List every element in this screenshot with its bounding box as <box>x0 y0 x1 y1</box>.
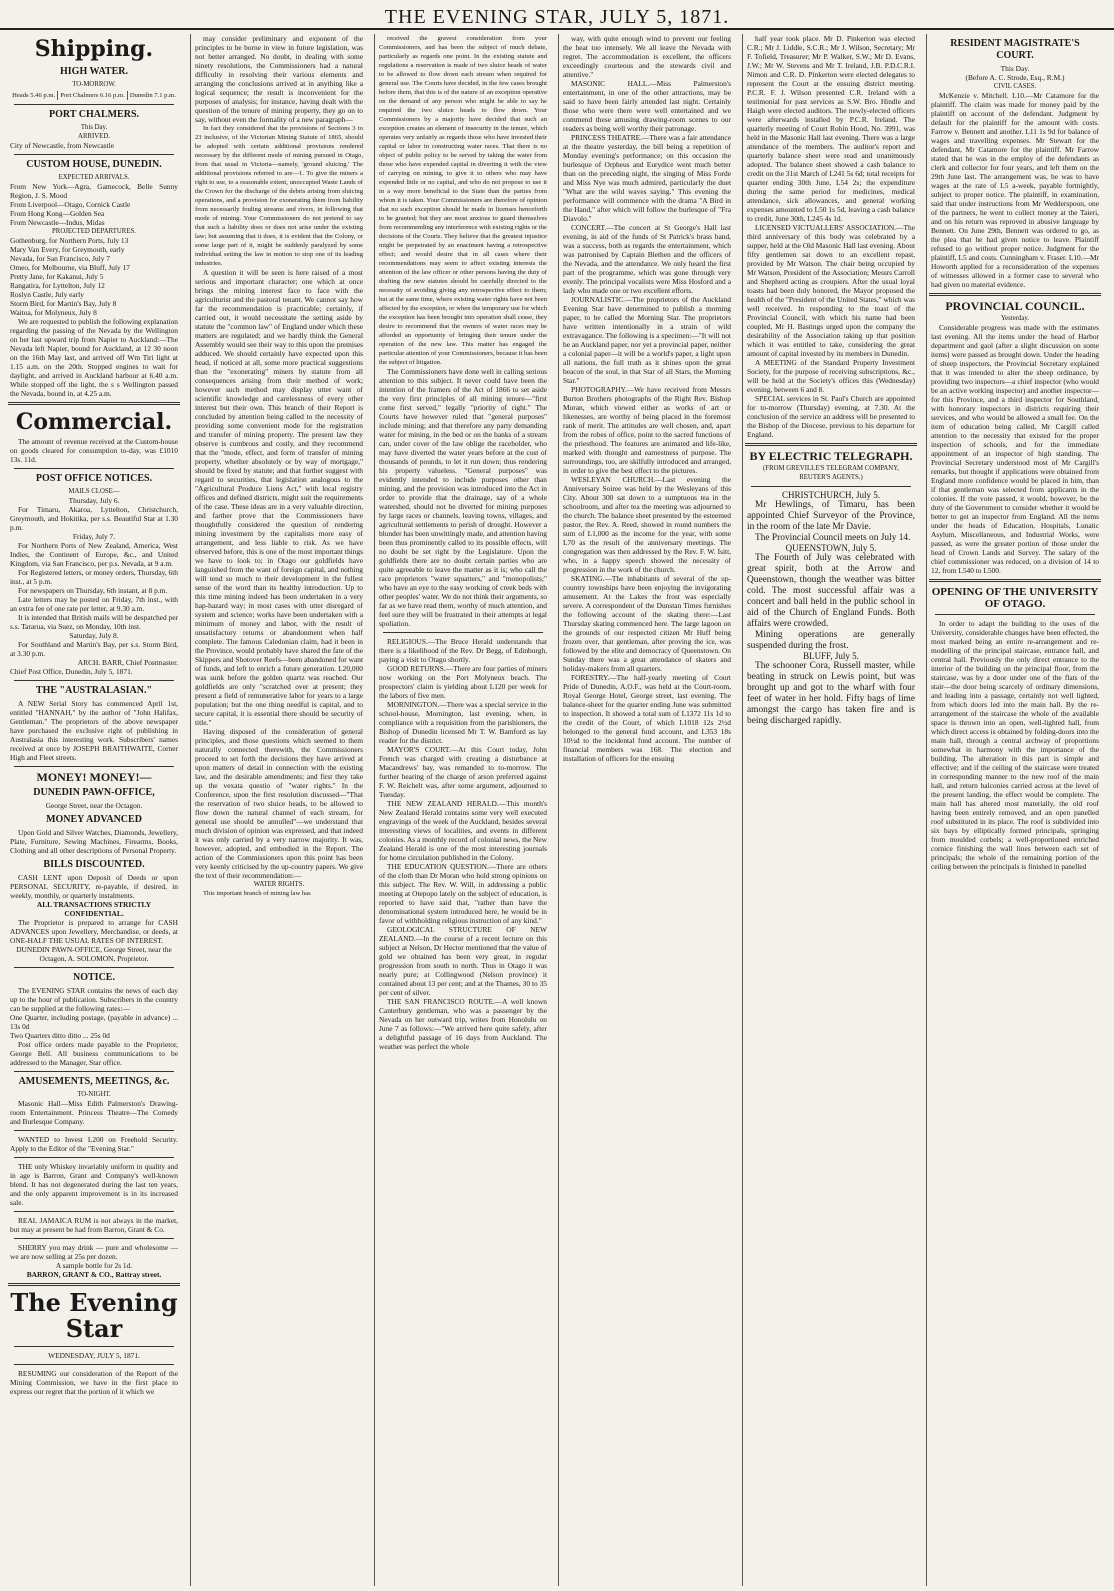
photography-item: PHOTOGRAPHY.—We have received from Messrs Burton Brothers photographs of the Right Rev. Bishop Moran, which viewed either as works of art or likenesses, are worthy of being placed in the foremost rank of merit. The attitudes are well chosen, and, apart from the robes of office, point to the sacred functions of the priesthood. The features are animated and life-like, marked with thought and earnestness of purpose. The surroundings, too, are skilfully introduced and arranged, in order to give the best effect to the pictures. <box>563 385 731 475</box>
proprietor-text: The Proprietor is prepared to arrange for CASH ADVANCES upon Jewellery, Merchandise, or deeds, at ONE-HALF THE USUAL RATES OF INTEREST. <box>10 918 178 945</box>
divider <box>8 402 180 405</box>
list-item: Pretty Jane, for Kakanui, July 5 <box>10 272 104 281</box>
water-rights-heading: WATER RIGHTS. <box>253 881 305 888</box>
column-1 <box>6 34 182 1586</box>
princess-theatre-item: PRINCESS THEATRE.—There was a fair attendance at the theatre yesterday, the bill being a repetition of Monday evening's performance; on this occasion the burlesque of Orpheus and Eurydice went much better than on the preceding night, the singing of Miss Forde and Miss Nye was much admired, particularly the duet "What are the wild waves saying." This evening the performance will commence with the drama "A Bird in the Hand," after which will follow the burlesque of "Fra Diavolo." <box>563 133 731 223</box>
queenstown-text: The Fourth of July was celebrated with great spirit, both at the Arrow and Queenstown, though the weather was bitter cold. The most successful affair was a concert and ball held in the public school in aid of the Church of England Funds. Both affairs were crowded. <box>747 553 915 629</box>
leader-quote: In fact they considered that the provisions of Sections 3 to 23 inclusive, of the Victorian Mining Statute of 1865, should be adopted with certain additional provisions rendered necessary by the different mode of mining pursued in Otago, from that usual in Victoria—namely, 'ground sluicing.' The additional provisions referred to are—1. To give the miners a right to use, to a reasonable extent, unoccupied Waste Lands of the Crown for the discharge of the debris arising from sluicing operations, and a provision for exonerating them from liability from necessarily fouling streams and rivers, in following that mode of mining. Your Commissioners do not pretend to say that such a liability does or does not arise under the existing law; but assuming that it does, it is evident that the Colony, or some large part of it, might be suddenly paralyzed by some individual setting the law in motion to stop one of its leading industries. <box>195 125 363 267</box>
provincial-council-text: Considerable progress was made with the estimates last evening. All the items under the head of Harbor department and gaol (after a slight discussion on some items) were passed as brought down. Under the heading of sheep inspectors, the Provincial Secretary explained that it was intended to alter the sheep ordinance, by providing two inspectors—a chief inspector (who would be an active working inspector) and another inspector—for this Province, and a third inspector for Southland, with honorary inspectors in districts requiring their services, and who would be allowed a small fee. On the item of education being called, Mr Cargill called attention to the necessity that existed for the proper inspection of schools, and for the immediate appointment of an inspector of high standing. The Provincial Secretary understood most of Mr Cargill's remarks, but thought if applications were obtained from England more confidence would be placed in him, than if that gentleman was selected from applicants in the colonies. If the vote passed, it would, however, be the duty of the Government to consider whether it would be better to get an inspector from England. All the items under the heads of Education, Hospitals, Lunatic Asylum, Miscellaneous, and Industrial Works, were passed, as were the greater portion of those under the head of Crown Lands and Survey. The salary of the chief commissioner was reduced, on a division of 14 to 12, from L540 to L500. <box>931 323 1099 575</box>
divider <box>14 1238 174 1239</box>
whisky-ad: THE only Whiskey invariably uniform in quality and in age is Barron, Grant and Company's well-known blend. It has not degenerated during the last ten years, and the only apparent improvement is in its increased sale. <box>10 1162 178 1207</box>
columns <box>6 34 1108 1586</box>
pawn-text: Upon Gold and Silver Watches, Diamonds, Jewellery, Plate, Furniture, Sewing Machines, Firearms, Books, Clothing and all other descriptions of Personal Property. <box>10 828 178 855</box>
mails-close: MAILS CLOSE— <box>68 488 120 495</box>
expected-list <box>6 182 182 227</box>
leader-start: RESUMING our consideration of the Report of the Mining Commission, we have in the first place to express our regret that the portion of it which we <box>10 1369 178 1396</box>
good-returns-item: GOOD RETURNS.—There are four parties of miners now working on the Port Molyneux beach. The prospectors' claim is yielding about L120 per week for the labors of five men. <box>379 664 547 700</box>
column-3 <box>374 34 551 1586</box>
concert-item: CONCERT.—The concert at St George's Hall last evening, in aid of the funds of St Patrick's brass band, was a success, both as regards the entertainment, which was patronised by Captain Blethen and the officers of the Nevada, and the attendance. We only heard the first part of the programme, which was gone through very evenly. The principal vocalists were Miss Hosford and a lady who made one or two excellent efforts. <box>563 223 731 295</box>
queenstown-text-2: Mining operations are generally suspended during the frost. <box>747 630 915 651</box>
arrived-text: City of Newcastle, from Newcastle <box>10 141 115 150</box>
divider <box>14 967 174 968</box>
telegraph-heading: BY ELECTRIC TELEGRAPH. <box>749 449 913 463</box>
divider <box>14 1346 174 1347</box>
divider <box>929 579 1101 582</box>
provincial-council-heading: PROVINCIAL COUNCIL. <box>945 299 1085 313</box>
university-text: In order to adapt the building to the uses of the University, considerable changes have been effected, the most marked being an entire re-arrangement and re-modelling of the principal staircase, entrance hall, and central hall. Previously the only direct entrance to the interior of the building on the principal floor, from the staircase, was by a door under one of the flats of the stair—the door being scarcely of ordinary dimensions, and leading into a passage, certainly not well lighted, from which doors led into the main hall. By the re-arrangement of the staircase the whole of the available space is thrown into an open, well-lighted hall, from which direct access is obtained by folding-doors into the main hall, through a central archway of proportions somewhat in harmony with the importance of the building. The alteration in this part is simple and effective; and if the ceiling of the staircase were treated in corresponding manner to the new roof of the main hall, and return balconies carried across at the level of the present landing, the effect would be complete. The main hall has altered most materially, the old roof having been entirely removed, and an open panelled roof substituted in its place. The roof is subdivided into six bays by elliptically formed principals, springing from moulded corbels; a well-proportioned enriched cornice finishing the wall lines between each set of principals; the whole of the remaining portion of the ceiling between the principals is finished in panelled <box>931 619 1099 871</box>
commission-text: The Commissioners have done well in calling serious attention to this subject. It never could have been the intention of the framers of the Act of 1866 to set aside the very first principles of all mining tenure—"first come first served," legally "priority of right." The Courts have however ruled that "general purposes" include mining; and that therefore any party demanding water for mining, in the bed or on the banks of a stream can, under cover of the law oblige the raceholder, who may have diverted the water years before at the cost of thousands of pounds, to let it run down; thus rendering his property valueless. "General purposes" was evidently intended to include purposes other than mining, and the provision was introduced into the Act in order to provide that the drainage, say of a whole watershed, should not be diverted for mining purposes by large races or channels, leaving towns, villages, and agricultural settlements to perish of drought. However a blunder has been unwittingly made, and attention having been thus prominently called to its possible effects, will no doubt be set right by the Legislature. Upon the goldfields there are no doubt certain parties who are quite agreeable to leave the matter as it is; who call the race proprietors "water squatters," and "monopolists;" who have an eye to the easy working of creek beds with other peoples' water. We do not think their arguments, so far as we have read them, worthy of much attention, and feel sure they will be frustrated in their attempts at legal spoliation. <box>379 367 547 628</box>
leader-text: may consider preliminary and exponent of the principles to be borne in view in future legislation, was not better arranged. No doubt, in dealing with some ninety resolutions, the Commissioners had a natural difficulty in resolving their various elements and arranging the conclusions arrived at in anything like a logical sequence; the result is inconvenient for the purposes of analysis; for instance, having dealt with the question of the tenure of mining property, they go on to say, without even the formality of a new paragraph— <box>195 34 363 124</box>
nz-herald-item: THE NEW ZEALAND HERALD.—This month's New Zealand Herald contains some very well executed engravings of the week of the Auckland, besides several interesting views of localities, and events in different colonies. As a monthly record of colonial news, the New Zealand Herald is one of the most interesting journals for home circulation published in the Colony. <box>379 799 547 862</box>
rum-ad: REAL JAMAICA RUM is not always in the market, but may at present be had from Barron, Grant & Co. <box>10 1216 178 1234</box>
divider <box>14 1364 174 1365</box>
list-item: From Hong Kong—Golden Sea <box>10 209 105 218</box>
list-item: Storm Bird, for Martin's Bay, July 8 <box>10 299 117 308</box>
divider <box>745 443 917 446</box>
wesleyan-item: WESLEYAN CHURCH.—Last evening the Anniversary Soiree was held by the Wesleyans of this City. About 300 sat down to a sumptuous tea in the schoolroom, and after tea the meeting was adjourned to the church. The balance sheet presented by the esteemed pastor, the Rev. A. Reed, showed in round numbers the sum of L1,000 as the income for the year, with some L70 as the result of the anniversary meetings. The congregation was then addressed by the Rev. F. W. Isitt, who, in a happy speech showed the necessity of progression in the work of the church. <box>563 475 731 574</box>
mayors-court-item: MAYOR'S COURT.—At this Court today, John French was charged with creating a disturbance at Macandrews' bay, was remanded to to-morrow. The further hearing of the charge of arson preferred against F. W. Reichelt was, after some argument, adjourned to Tuesday. <box>379 745 547 799</box>
thursday-label: Thursday, July 6. <box>68 496 120 505</box>
friday-text: For Northern Ports of New Zealand, America, West Indies, the Continent of Europe, &c., and United Kingdom, via San Francisco, per p.s. Nevada, at 9 a.m. <box>10 541 178 568</box>
tonight-label: TO-NIGHT. <box>77 1091 111 1098</box>
cash-lent-text: CASH LENT upon Deposit of Deeds or upon PERSONAL SECURITY, re-payable, if desired, in weekly, monthly, or quarterly instalments. <box>10 873 178 900</box>
port-chalmers-heading: PORT CHALMERS. <box>48 109 140 120</box>
column-6 <box>926 34 1103 1586</box>
civil-cases-text: McKenzie v. Mitchell. L10.—Mr Catamore for the plaintiff. The claim was made for money paid by the plaintiff on account of the defendant. Judgment by default for the plaintiff for the amount with costs. Farrow v. Bennett and another. L11 1s 9d for balance of wages and travelling expenses. Mr Stewart for the defendant, Mr Catamore for the plaintiff. Mr Farrow stated that he was in the employ of the defendants as clerk and collector for four years, and left them on the 29th June last. The arrangement was, he was to have wages at the rate of L5 a-week, payable fortnightly, subject to proper notice. The plaintiff, in examination, said that under instructions from Mr Wedderspoon, one of the partners, he went to collect money at the Taieri, and on his return was reproved in abusive language by Bennett. On June 29th, Bennett was ordered to go, as the plea that he had given notice to leave. Plaintiff refused to go without proper notice. Judgment for the plaintiff, L5 and costs. Cunningham v. Fraser. L10.—Mr Howorth applied for a reconsideration of the expenses of witnesses allowed in a former case to several who had given no material evidence. <box>931 91 1099 289</box>
hw-heads: Heads 5.46 p.m. <box>12 92 56 99</box>
amusements-text: Masonic Hall—Miss Edith Palmerston's Drawing-room Entertainment. Princess Theatre—The Comedy and Burlesque Company. <box>10 1099 178 1126</box>
services-item: SPECIAL services in St. Paul's Church are appointed for to-morrow (Thursday) evening, at 7.30. At the conclusion of the service an address will be presented to the Bishop of the Diocese, previous to his departure for England. <box>747 394 915 439</box>
forestry-cont: half year took place. Mr D. Pinkerton was elected C.R.; Mr J. Liddle, S.C.R.; Mr J. Wilson, Secretary; Mr F. Tofield, Treasurer; Mr P. Walker, S.W.; Mr D. Evans, J.W.; Mr W. Stevens and Mr T. Ireland, J.B. P.D.C.R.I. Nimon and C.R. D. Pinkerton were elected delegates to represent the Court at the ensuing district meeting. P.C.R. F. J. Wilson presented C.R. Ireland with a testimonial for past services as S.W. Bro. Hindle and Haigh were elected auditors. The newly-elected officers were afterwards installed by P.C.R. Ireland. The quarterly meeting of Court Robin Hood, No. 3991, was held in the Masonic Hall last evening. There was a large attendance of the members. The auditor's report and quarterly balance sheet were read and unanimously adopted. The balance sheet showed a cash balance to credit on the 31st March of L241 5s 6d; total receipts for quarter ending 30th June, L54 2s; the expenditure during the same period for medicines, medical attendance, sick allowances, and general working expenses amounted to L50 1s 5d, leaving a cash balance to credit, June 30th, L245 4s 1d. <box>747 34 915 223</box>
arrived-label: ARRIVED. <box>78 133 110 140</box>
nevada-paragraph: We are requested to publish the following explanation regarding the passing of the Nevada by the Wellington on her last upward trip from Napier to Auckland:—The Nevada left Napier, bound for Auckland, at 12 30 noon on the 16th May last, and arrived off Wm Tiri light at 1.15 a.m. on the 20th. Stopped engines to wait for daylight, and arrived in Auckland harbour at 6.40 a.m. While stopped off the light, the s s Wellington passed the Nevada, bound in, at 4.25 a.m. <box>10 317 178 398</box>
christchurch-text: Mr Hewlings, of Timaru, has been appointed Chief Surveyor of the Province, in the room of the late Mr Davie. <box>747 500 915 532</box>
departures-list <box>6 236 182 317</box>
hw-dunedin: Dunedin 7.1 p.m. <box>127 91 178 100</box>
money-heading: MONEY! MONEY!— <box>36 770 152 784</box>
commercial-text: The amount of revenue received at the Custom-house on goods cleared for consumption to-day, was £1010 13s. 11d. <box>10 437 178 464</box>
rmc-heading: RESIDENT MAGISTRATE'S COURT. <box>950 38 1080 61</box>
geological-item: GEOLOGICAL STRUCTURE OF NEW ZEALAND.—In the course of a recent lecture on this subject at Nelson, Dr Hector mentioned that the value of gold we obtained has been very great, in regular progression from south to north. Thus in Otago it was nearly pure; at Collingwood (Nelson province) it contained about 13 per cent; and at the Thames, 30 to 35 per cent of silver. <box>379 925 547 997</box>
meeting-item: A MEETING of the Standard Property Investment Society, for the purpose of receiving subscriptions, &c., will be held at the Society's offices this (Wednesday) evening, between 6 and 8. <box>747 358 915 394</box>
expected-arrivals-label: EXPECTED ARRIVALS. <box>58 174 130 181</box>
mornington-item: MORNINGTON.—There was a special service in the school-house, Mornington, last evening, when, in compliance with a requisition from the parishioners, the Bishop of Dunedin licensed Mr T. W. Bamford as lay reader for the district. <box>379 700 547 745</box>
queenstown-dateline: QUEENSTOWN, July 5. <box>785 543 877 553</box>
rmc-this-day: This Day. <box>1000 64 1030 73</box>
date-line: WEDNESDAY, JULY 5, 1871. <box>48 1351 140 1360</box>
licensed-victuallers-item: LICENSED VICTUALLERS' ASSOCIATION.—The third anniversary of this body was celebrated by a supper, held at the Old Masonic Hall last evening. About fifty gentlemen sat down to an excellent repast, provided by Mr Watson. The chair being occupied by Mr Watson, President of the Association; Messrs Carroll and Shepherd acting as croupiers. After the usual loyal toasts had been duly honored, the Mayor proposed the health of the "President of the United States," which was well received. In responding to the toast of the Provincial Council, with which his name had been coupled, Mr H. Bastings urged upon the company the desirability of the Association taking up that position which it was entitled to take, considering the great amount of capital invested by its members in Dunedin. <box>747 223 915 358</box>
pawn-office-heading: DUNEDIN PAWN-OFFICE, <box>33 787 155 798</box>
departures-label: PROJECTED DEPARTURES. <box>52 228 136 235</box>
amusements-heading: AMUSEMENTS, MEETINGS, &c. <box>18 1076 170 1087</box>
postmaster-sign: ARCH. BARR, Chief Postmaster. <box>77 658 178 667</box>
list-item: From Newcastle—Indus, Midas <box>10 218 105 227</box>
divider <box>14 154 174 155</box>
high-water-heading: HIGH WATER. <box>60 66 128 77</box>
british-mails-text: It is intended that British mails will be despatched per s.s. Tararua, via Suez, on Monday, 10th inst. <box>10 613 178 631</box>
newspapers-text: For newspapers on Thursday, 6th instant, at 8 p.m. <box>18 586 168 595</box>
education-item: THE EDUCATION QUESTION.—There are others of the cloth than Dr Moran who hold strong opinions on this subject. The Rev. W. Will, in addressing a public meeting at Otepopo lately on the subject of education, is reported to have said that, "rather than have the denominational system introduced here, he would be in favor of withholding religious instruction of any kind." <box>379 862 547 925</box>
list-item: Rangatira, for Lyttelton, July 12 <box>10 281 105 290</box>
masthead: THE EVENING STAR, JULY 5, 1871. <box>0 6 1114 30</box>
san-francisco-item: THE SAN FRANCISCO ROUTE.—A well known Canterbury gentleman, who was a passenger by the Nevada on her outward trip, writes from Honolulu on June 7 as follows:—"We arrived here quite safely, after a delightful passage of 16 days from Auckland. The weather was perfect the whole <box>379 997 547 1051</box>
divider <box>14 468 174 469</box>
divider <box>14 766 174 767</box>
rate-2: Two Quarters ditto ditto ... 25s 0d <box>10 1031 110 1040</box>
sherry-ad: SHERRY you may drink — pure and wholesome — we are now selling at 25s per dozen. <box>10 1243 178 1261</box>
civil-cases-label: CIVIL CASES. <box>993 83 1037 90</box>
shipping-heading: Shipping. <box>34 36 154 62</box>
custom-house-heading: CUSTOM HOUSE, DUNEDIN. <box>26 159 162 170</box>
high-water-tomorrow: TO-MORROW. <box>72 81 116 88</box>
bluff-dateline: BLUFF, July 5. <box>803 651 859 661</box>
hw-port-chalmers: Port Chalmers 6.16 p.m. <box>57 91 126 100</box>
thursday-text: For Timaru, Akaroa, Lyttelton, Christchurch, Greymouth, and Hokitika, per s.s. Beautiful Star at 1.30 p.m. <box>10 505 178 532</box>
christchurch-text-2: The Provincial Council meets on July 14. <box>755 533 911 543</box>
bluff-text: The schooner Cora, Russell master, while beating in struck on Lewis point, but was brought up and got to the wharf with four feet of water in her hold. Fifty bags of lime amongst the cargo has taken fire and is being discharged rapidly. <box>747 661 915 726</box>
list-item: From New York—Agra, Gamecock, Belle Sunny Region, J. S. Mood <box>10 182 178 200</box>
forestry-item: FORESTRY.—The half-yearly meeting of Court Pride of Dunedin, A.O.F., was held at the Court-room, Royal George Hotel, George street, last evening. The balance-sheet for the quarter ending June was submitted to inspection. It showed a total sum of L1372 11s 1d to the credit of the Court, of which L1018 12s 2½d belonged to the general fund account, and L353 18s 10½d to the incidental fund account. The number of financial members was 168. The election and installation of officers for the ensuing <box>563 673 731 763</box>
university-heading: OPENING OF THE UNIVERSITY OF OTAGO. <box>931 586 1099 610</box>
san-francisco-cont: way, with quite enough wind to prevent our feeling the heat too intensely. We all leave the Nevada with regret. The accommodation is excellent, the officers exceedingly courteous and the stewards civil and attentive." <box>563 34 731 79</box>
bills-discounted: BILLS DISCOUNTED. <box>43 859 145 870</box>
list-item: Omeo, for Melbourne, via Bluff, July 17 <box>10 263 130 272</box>
column-5 <box>742 34 919 1586</box>
telegraph-subheading: (FROM GREVILLE'S TELEGRAM COMPANY, REUTER'S AGENTS.) <box>763 465 899 481</box>
pawn-sign: DUNEDIN PAWN-OFFICE, George Street, near the Octagon, A. SOLOMON, Proprietor. <box>16 945 172 963</box>
registered-text: For Registered letters, or money orders, Thursday, 6th inst., at 5 p.m. <box>10 568 178 586</box>
rate-1: One Quarter, including postage, (payable in advance) ... 13s 0d <box>10 1013 178 1031</box>
list-item: Gothenburg, for Northern Ports, July 13 <box>10 236 129 245</box>
masonic-hall-item: MASONIC HALL.—Miss Palmerston's entertainment, in one of the other attractions, may be said to have been fairly attended last night. Certainly those who were there were well entertained and we commend these amusing drawing-room scenes to our readers as being well worthy their patronage. <box>563 79 731 133</box>
this-day-label: This Day. <box>80 124 108 131</box>
notice-text-2: Post office orders made payable to the Proprietor, George Bell. All business communications to be addressed to the Manager, Star office. <box>10 1040 178 1067</box>
divider <box>14 1157 174 1158</box>
divider <box>929 293 1101 296</box>
notice-text: The EVENING STAR contains the news of each day up to the hour of publication. Subscribers in the country can be supplied at the following rates:— <box>10 986 178 1013</box>
saturday-text: For Southland and Martin's Bay, per s.s. Storm Bird, at 3.30 p.m. <box>10 640 178 658</box>
barron-grant: BARRON, GRANT & CO., Rattray street. <box>26 1270 162 1279</box>
christchurch-dateline: CHRISTCHURCH, July 5. <box>781 490 880 500</box>
australasian-text: A NEW Serial Story has commenced April 1st, entitled "HANNAH," by the author of "John Halifax, Gentleman." The proprietors of the above newspaper have purchased the exclusive right of publishing in Australasia this interesting work. Subscribers' names received at once by JOSEPH BRAITHWAITE, Corner High and Fleet streets. <box>10 699 178 762</box>
high-water-table <box>6 91 182 100</box>
list-item: Roslyn Castle, July early <box>10 290 84 299</box>
water-rights-text: received the gravest consideration from your Commissioners, and has been the subject of much debate, particularly as regards one point. In the existing statute and regulations a reservation is made of two sluice heads of water to be allowed to flow down each stream when required for general use. The Courts have decided, in the few cases brought before them, that this is of the nature of an exception operative on the demand of any person who might be able to say he required the two sluice heads to flow down. Your Commissioners by a majority have decided that such an exception creates an element of insecurity in the tenure, which operates very unfairly as regards those who have invested their capital or labor in constructing water races. That there is no object of public policy to be served by taking the water from those who have expended capital in diverting it with the view of carrying on mining, to give it to others who may have expended little or no capital, and who do not propose to use it in a way more beneficial to the State than the parties from whom it is taken. Your Commissioners are therefore of opinion that no such exception should be made in licenses henceforth to be granted; but they are most anxious to guard themselves from recommending any interference with existing rights or the decisions of the Courts. They believe that the greatest injustice might be perpetrated by an enactment having a retrospective effect; and would desire that in all cases where their recommendations may seem to affect existing interests the attention of the law officer or other persons having the duty of drafting the new statutes should be carefully directed to the necessity of avoiding giving any retrospective effect to them; but at the same time, where existing water rights have not been affected by the exception, or when the temporary use for which the exception has been brought into operation shall cease, they desire to recommend that the owners of water races may be afforded an opportunity of bringing their tenure under the operation of the new law. This matter has engaged the particular attention of your Commissioners, because it has been the subject of litigation. <box>379 35 547 366</box>
friday-label: Friday, July 7. <box>72 532 116 541</box>
column-4 <box>558 34 735 1586</box>
rmc-before: (Before A. C. Strode, Esq., R.M.) <box>965 73 1065 82</box>
post-office-heading: POST OFFICE NOTICES. <box>35 473 153 484</box>
pawn-address: George Street, near the Octagon. <box>45 801 143 810</box>
divider <box>14 1130 174 1131</box>
list-item: Nevada, for San Francisco, July 7 <box>10 254 110 263</box>
divider <box>14 104 174 105</box>
wanted-ad: WANTED to Invest L200 on Freehold Security. Apply to the Editor of the "Evening Star." <box>10 1135 178 1153</box>
leader-text-2: A question it will be seen is here raised of a most serious and important character; one which at once brings the mining interest face to face with the agriculturist and the pastoral tenant. We cannot say how far the recommendation is practicable; certainly, if carried out, it would necessitate the setting aside by statute the "common law" of England under which these matters are regulated; and we hardly think the General Assembly would see their way to this upon the premises adduced. We should certainly have expected upon this head, if noticed at all, some more practical suggestions than the "exonerating" miners by statute from all consequences arising from their method of work; however such method may display utter want of scientific knowledge and carelessness of every other interest but their own. This branch of their Report is concluded by attention being called to the necessity of providing some convenient mode for the registration and transfer of mining property. The present law they observe is cumbrous and costly, and they recommend that the "mode, effect, and form of transfer of mining property, whether absolutely or by way of mortgage," should be fixed by statute; and that further suggest with regard to securities, that legislation analogous to the "Agricultural Produce Liens Act," with local registry offices and defined districts, might suit the requirements of the case. These ideas are in a very valuable direction, and farther prove that the Commissioners have thoughtfully considered the question of rendering mining investment by the capitalists more easy of arrangement, and less liable to risk. As we have observed before, this is one of the most important things we have to look to; in Otago our goldfields have languished from the want of foreign capital, and nothing will tend so much to their development in the fullest sense of the word than its healthy introduction. Up to this time mining indeed has been undertaken in a very hap-hazard way; in most cases with utter disregard of system and science; works have been undertaken with a minimum of money and labor, with the result of unsatisfactory returns or abandonment when half complete. The famous Caledonian claim, had it been in the Province, would probably have shared the fate of the Skippers and Shotover Reefs—been abandoned for want of funds, and left to enrich a future generation. L20,000 was sunk before the golden quartz was reached. Our goldfields are only "scratched over at present; they present a field of remunerative labor for years to a large population; but the one thing needful is capital, and to secure capital, it is essential there should be security of title." <box>195 268 363 727</box>
journalistic-item: JOURNALISTIC.—The proprietors of the Auckland Evening Star have determined to publish a morning paper, to be called the Morning Star. The proprietors have written intentionally in a strain of wild extravagance. The following is a specimen:—"It will not be an Auckland paper, nor yet a provincial paper, neither a colonial paper—it will be a world's paper, a light upon all nations, the full truth as it shines upon the great beacon of the soul, in that Star of all Stars, the Morning Star." <box>563 295 731 385</box>
confidential-text: ALL TRANSACTIONS STRICTLY CONFIDENTIAL. <box>36 900 152 918</box>
divider <box>751 486 911 487</box>
post-office-date: Chief Post Office, Dunedin, July 5, 1871. <box>10 667 133 676</box>
sample-text: A sample bottle for 2s 1d. <box>55 1261 133 1270</box>
skating-item: SKATING.—The inhabitants of several of the up-country townships have been enjoying the invigorating amusement. At the Lakes the frost was especially severe. A correspondent of the Dunstan Times furnishes the following account of the skating there:—Last Thursday skating commenced here. The large lagoon on the grounds of our respected citizen Mr Huff being frozen over, that gentleman, after proving the ice, was followed by the elite and democracy of Queenstown. On Sunday there was a great attendance of skaters and holiday-makers from all quarters. <box>563 574 731 673</box>
evening-star-title: The Evening Star <box>10 1288 178 1343</box>
late-letters-text: Late letters may be posted on Friday, 7th inst., with an extra fee of one rate per letter, at 9.30 a.m. <box>10 595 178 613</box>
australasian-heading: THE "AUSTRALASIAN." <box>35 685 153 696</box>
list-item: Mary Van Every, for Greymouth, early <box>10 245 125 254</box>
divider <box>935 614 1095 615</box>
divider <box>14 680 174 681</box>
leader-text-4: This important branch of mining law has <box>203 890 311 897</box>
leader-text-3: Having disposed of the consideration of general principles, and those questions which seemed to them naturally connected therewith, the Commissioners proceed to set forth the decisions they have arrived at upon matters of detail in connection with the existing law, and the desirable amendments; and first they take up the vexata questio of "water rights." In the Conference, upon the first resolution discussed—"That the reservation of two sluice heads, to be allowed to flow down the natural channel of each stream, for general use should be annulled"—we understand that much division of opinion was expressed, and that indeed it was only carried by a very narrow majority. It was, however, adopted, and embodied in the Report. The action of the Commissioners upon this point has been very keenly criticised by the up-country papers. We give the text of their recommendation:— <box>195 727 363 880</box>
yesterday-label: Yesterday. <box>1000 315 1030 322</box>
notice-heading: NOTICE. <box>73 972 115 983</box>
divider <box>14 1071 174 1072</box>
column-2 <box>190 34 367 1586</box>
religious-item: RELIGIOUS.—The Bruce Herald understands that there is a likelihood of the Rev. Dr Begg, of Edinburgh, paying a visit to Otago shortly. <box>379 637 547 664</box>
commercial-heading: Commercial. <box>15 409 173 435</box>
divider <box>383 632 543 633</box>
list-item: Waitoa, for Molyneux, July 8 <box>10 308 97 317</box>
list-item: From Liverpool—Otago, Cornick Castle <box>10 200 131 209</box>
divider <box>14 1211 174 1212</box>
divider <box>8 1283 180 1286</box>
saturday-label: Saturday, July 8. <box>69 631 119 640</box>
money-advanced: MONEY ADVANCED <box>46 814 142 825</box>
